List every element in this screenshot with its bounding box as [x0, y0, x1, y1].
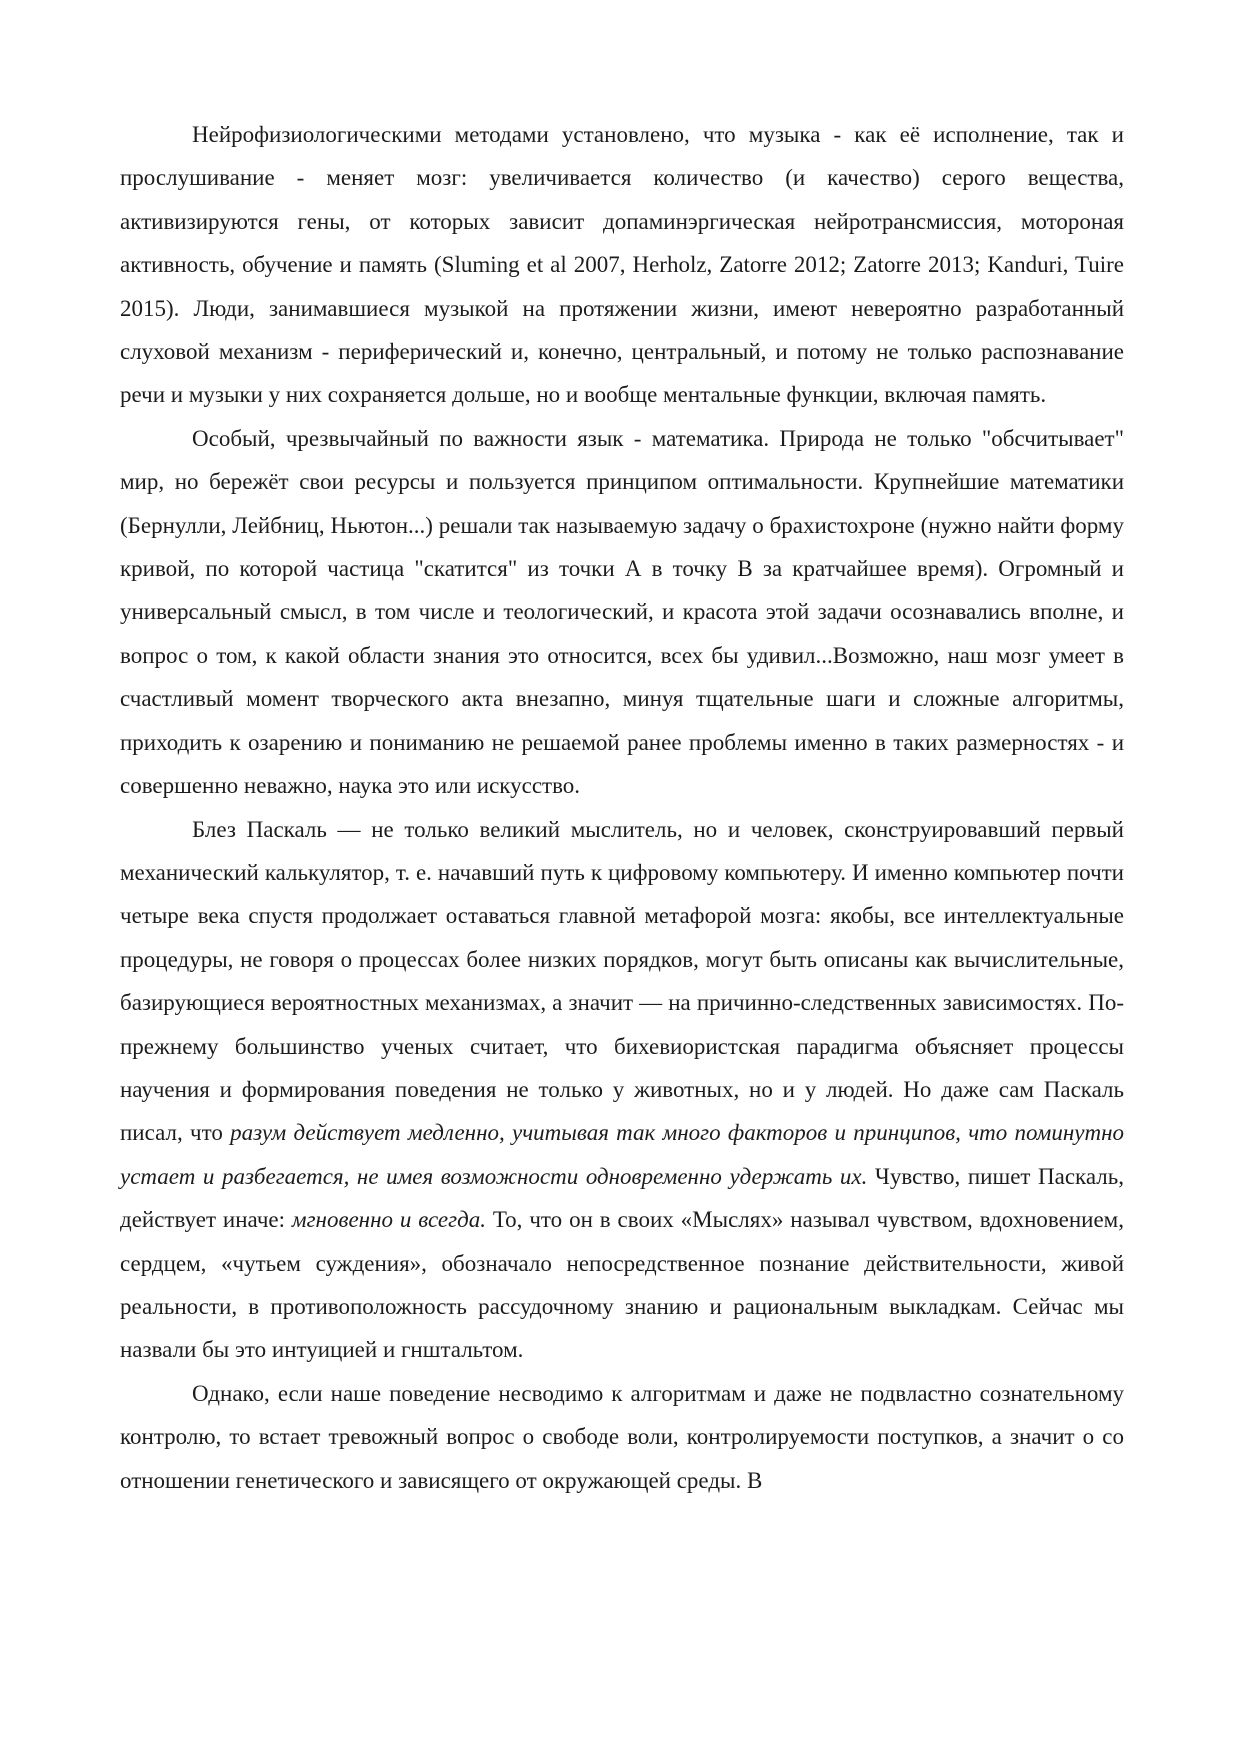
paragraph-text: Блез Паскаль — не только великий мыслитель, но и человек, сконструировавший первый механический калькулятор, т. е. начавший путь к цифровому компьютеру. И именно компьютер почти четыре века спустя продолжает оставаться главной метафорой мозга: якобы, все интеллектуальные процедуры, не говоря о процессах более низких порядков, могут быть описаны как вычислительные, базирующиеся вероятностных механизмах, а значит — на причинно-следственных зависимостях. По-прежнему большинство ученых считает, что бихевиористская парадигма объясняет процессы научения и формирования поведения не только у животных, но и у людей. Но даже сам Паскаль писал, что: [120, 816, 1124, 1146]
pascal-quote-feeling: мгновенно и всегда.: [291, 1207, 486, 1233]
paragraph-text: Особый, чрезвычайный по важности язык - математика. Природа не только "обсчитывает" мир, но бережёт свои ресурсы и пользуется принципом оптимальности. Крупнейшие математики (Бернулли, Лейбниц, Ньютон...) решали так называемую задачу о брахистохроне (нужно найти форму кривой, по которой частица "скатится" из точки А в точку В за кратчайшее время). Огромный и универсальный смысл, в том числе и теологический, и красота этой задачи осознавались вполне, и вопрос о том, к какой области знания это относится, всех бы удивил...Возможно, наш мозг умеет в счастливый момент творческого акта внезапно, минуя тщательные шаги и сложные алгоритмы, приходить к озарению и пониманию не решаемой ранее проблемы именно в таких размерностях - и совершенно неважно, наука это или искусство.: [120, 425, 1124, 799]
paragraph-free-will: [120, 1372, 1124, 1502]
paragraph-music-brain: [120, 113, 1124, 417]
pascal-quote-reason: разум действует медленно, учитывая так много факторов и принципов, что поминутно устает и разбегается, не имея возможности одновременно удержать их.: [120, 1120, 1124, 1189]
paragraph-text: Нейрофизиологическими методами установлено, что музыка - как её исполнение, так и прослушивание - меняет мозг: увеличивается количество (и качество) серого вещества, активизируются гены, от которых зависит допаминэргическая нейротрансмиссия, моторoная активность, обучение и память (Sluming et al 2007, Herholz, Zatorre 2012; Zatorre 2013; Kanduri, Tuire 2015). Люди, занимавшиеся музыкой на протяжении жизни, имеют невероятно разработанный слуховой механизм - периферический и, конечно, центральный, и потому не только распознавание речи и музыки у них сохраняется дольше, но и вообще ментальные функции, включая память.: [120, 122, 1124, 408]
paragraph-pascal: [120, 808, 1124, 1372]
paragraph-text: То, что он в своих «Мыслях» называл чувством, вдохновением, сердцем, «чутьем суждения», обозначало непосредственное познание действительности, живой реальности, в противоположность рассудочному знанию и рациональным выкладкам. Сейчас мы назвали бы это интуицией и гнштальтом.: [120, 1207, 1124, 1363]
paragraph-text: Однако, если наше поведение несводимо к алгоритмам и даже не подвластно сознательному контролю, то встает тревожный вопрос о свободе воли, контролируемости поступков, а значит о со отношении генетического и зависящего от окружающей среды. В: [120, 1380, 1124, 1493]
paragraph-text: Чувство, пишет Паскаль, действует иначе:: [120, 1163, 1124, 1233]
paragraph-mathematics: [120, 417, 1124, 808]
